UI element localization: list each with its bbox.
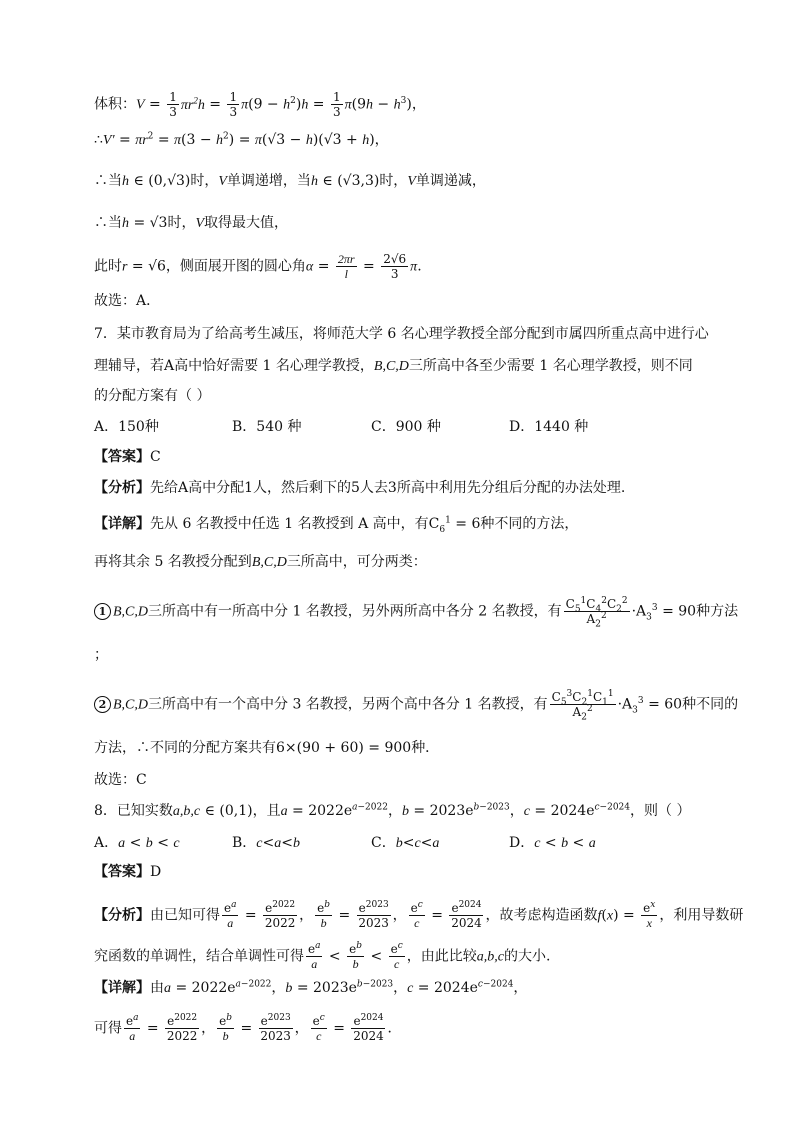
text: 时， (190, 173, 219, 189)
therefore-symbol: ∴ (94, 132, 103, 148)
q8-last: 可得 $\frac{e^a}{a}$ = $\frac{e^{2022}}{2022}$ ， $\frac{e^b}{b}$ = $\frac{e^{2023}}{2023}$ ， $\frac{e^c}{c}$ = $\frac{e^{2024}}{2024}$ ． (94, 1013, 402, 1043)
q8-analysis: 【分析】由已知可得 $\frac{e^a}{a}$ = $\frac{e^{2022}}{2022}$ ， $\frac{e^b}{b}$ = $\frac{e^{2023}}{2023}$ ， $\frac{e^c}{c}$ = $\frac{e^{2024}}{2024}$ ，故考虑构造函数f(x) = $\frac{e^x}{x}$ ，利用导数研 (94, 900, 744, 930)
answer-value: C (150, 449, 161, 465)
text: D． (509, 835, 535, 851)
q7-option-c: C．900 种 (371, 419, 441, 435)
text: 此时 (94, 258, 122, 275)
choose-a: 故选：A． (94, 293, 161, 309)
q7-line1: 7．某市教育局为了给高考生减压，将师范大学 6 名心理学教授全部分配到市属四所重点高中进行心 (94, 326, 709, 342)
case-number-1: 1 (94, 603, 111, 620)
text: 三所高中有一所高中分 1 名教授，另外两所高中各分 2 名教授，有 (148, 603, 562, 620)
q8-line1: 8．已知实数a,b,c ∈ (0,1)，且$a = 2022e^{a-2022}$，$b = 2023e^{b-2023}$，$c = 2024e^{c-2024}$，则（ ） (94, 802, 691, 819)
q8-option-d: D．c < b < a (509, 835, 596, 851)
analysis-tag: 【分析】 (94, 907, 150, 924)
q7-option-a: A．150种 (94, 419, 159, 435)
text: 单调递增，当 (226, 173, 311, 189)
q8-analysis2: 究函数的单调性，结合单调性可得 $\frac{e^a}{a}$ < $\frac{e^b}{b}$ < $\frac{e^c}{c}$ ，由此比较a,b,c的大小. (94, 941, 551, 971)
text: 可得 (94, 1020, 122, 1037)
text: 时， (167, 215, 196, 231)
q7-detail: 【详解】先从 6 名教授中任选 1 名教授到 A 高中，有$C_6^1 = 6$种不同的方法， (94, 515, 579, 535)
q7-line2: 理辅导，若A高中恰好需要 1 名心理学教授，B,C,D三所高中各至少需要 1 名心理学教授，则不同 (94, 358, 693, 374)
q7-option-d: D．1440 种 (509, 419, 589, 435)
text: 时， (379, 173, 408, 189)
text: 三所高中，可分两类： (286, 554, 427, 570)
text: C． (371, 835, 396, 851)
max-line: ∴当h = √3时，V取得最大值， (94, 215, 289, 231)
text: ，侧面展开图的圆心角 (165, 258, 306, 275)
text: A． (94, 835, 119, 851)
text: 先从 6 名教授中任选 1 名教授到 A 高中，有 (150, 516, 429, 532)
text: ， (513, 980, 528, 996)
text: 三所高中有一个高中分 3 名教授，另两个高中各分 1 名教授，有 (148, 696, 548, 713)
text: 由已知可得 (150, 907, 220, 924)
q8-option-c: C．b<c<a (371, 835, 440, 851)
q8-answer (94, 862, 161, 882)
case-number-2: 2 (94, 696, 111, 713)
text: ， (271, 980, 286, 996)
text: 理辅导，若A高中恰好需要 1 名心理学教授， (94, 358, 374, 374)
text: 的大小. (504, 948, 551, 965)
text: ∴当 (94, 215, 122, 231)
text: 方法，∴不同的分配方案共有 (94, 740, 276, 756)
text: ，且 (252, 803, 281, 819)
text: ． (387, 1020, 402, 1037)
q7-detail2: 再将其余 5 名教授分配到B,C,D三所高中，可分两类： (94, 554, 427, 570)
text: ， (393, 980, 408, 996)
detail-tag: 【详解】 (94, 516, 150, 532)
answer-tag: 【答案】 (94, 864, 150, 880)
text: 种． (411, 740, 440, 756)
text: ，故考虑构造函数 (485, 907, 598, 924)
text: 究函数的单调性，结合单调性可得 (94, 948, 304, 965)
answer-tag: 【答案】 (94, 449, 150, 465)
text: 三所高中各至少需要 1 名心理学教授，则不同 (408, 358, 693, 374)
text: 种不同的方法， (480, 516, 579, 532)
q7-case2: 2 B,C,D三所高中有一个高中分 3 名教授，另两个高中各分 1 名教授，有 $\frac{C_5^3C_2^1C_1^1}{A_2^2}$ $\cdot A_3^3 = 60$种不同的 (94, 690, 738, 719)
text: ，则（ ） (630, 803, 691, 819)
q8-option-a: A．a < b < c (94, 835, 180, 851)
volume-label: 体积： (94, 96, 136, 113)
text: 8．已知实数 (94, 803, 173, 819)
text: 由 (150, 980, 164, 996)
q7-case1: 1 B,C,D三所高中有一所高中分 1 名教授，另外两所高中各分 2 名教授，有 $\frac{C_5^1C_4^2C_2^2}{A_2^2}$ $\cdot A_3^3 = 90$种方法 (94, 597, 738, 626)
derivative-line: ∴V′ = $\pi r^2 = \pi(3 - h^2) = \pi(√3 - h)(√3 + h)$， (94, 131, 389, 148)
text: ，由此比较 (406, 948, 477, 965)
text: B． (232, 835, 257, 851)
analysis-tag: 【分析】 (94, 480, 150, 496)
detail-tag: 【详解】 (94, 980, 150, 996)
q7-choose: 故选：C (94, 772, 147, 788)
monotonic-line: ∴当h ∈ (0,√3)时，V单调递增，当h ∈ (√3,3)时，V单调递减， (94, 173, 486, 189)
text: 单调递减， (415, 173, 486, 189)
q7-case1-tail: ； (94, 647, 108, 663)
answer-value: D (150, 864, 162, 880)
q7-answer (94, 447, 161, 467)
text: 取得最大值， (204, 215, 289, 231)
q7-line3: 的分配方案有（ ） (94, 388, 211, 404)
text: ∴当 (94, 173, 122, 189)
text: 再将其余 5 名教授分配到 (94, 554, 252, 570)
q8-detail: 【详解】由$a = 2022e^{a-2022}$，$b = 2023e^{b-2023}$，$c = 2024e^{c-2024}$， (94, 979, 528, 996)
angle-line: 此时r = √6，侧面展开图的圆心角α = $\frac{2\pi r}{l}$ = $\frac{2√6}{3}$ π. (94, 252, 422, 281)
volume-line: 体积：V = $\frac{1}{3}$ $\pi r^2h$ = $\frac{1}{3}$ $\pi(9 - h^2)h$ = $\frac{1}{3}$ $\pi(9h - h^3)$， (94, 90, 426, 119)
q7-analysis (94, 478, 625, 498)
text: 种方法 (696, 603, 739, 620)
text: ，利用导数研 (659, 907, 744, 924)
q7-option-b: B．540 种 (232, 419, 302, 435)
analysis-text: 先给A高中分配1人，然后剩下的5人去3所高中利用先分组后分配的办法处理. (150, 480, 626, 496)
text: 种不同的 (682, 696, 739, 713)
q7-case2-line2: 方法，∴不同的分配方案共有6×(90 + 60) = 900种． (94, 740, 440, 756)
q8-option-b: B．c<a<b (232, 835, 300, 851)
